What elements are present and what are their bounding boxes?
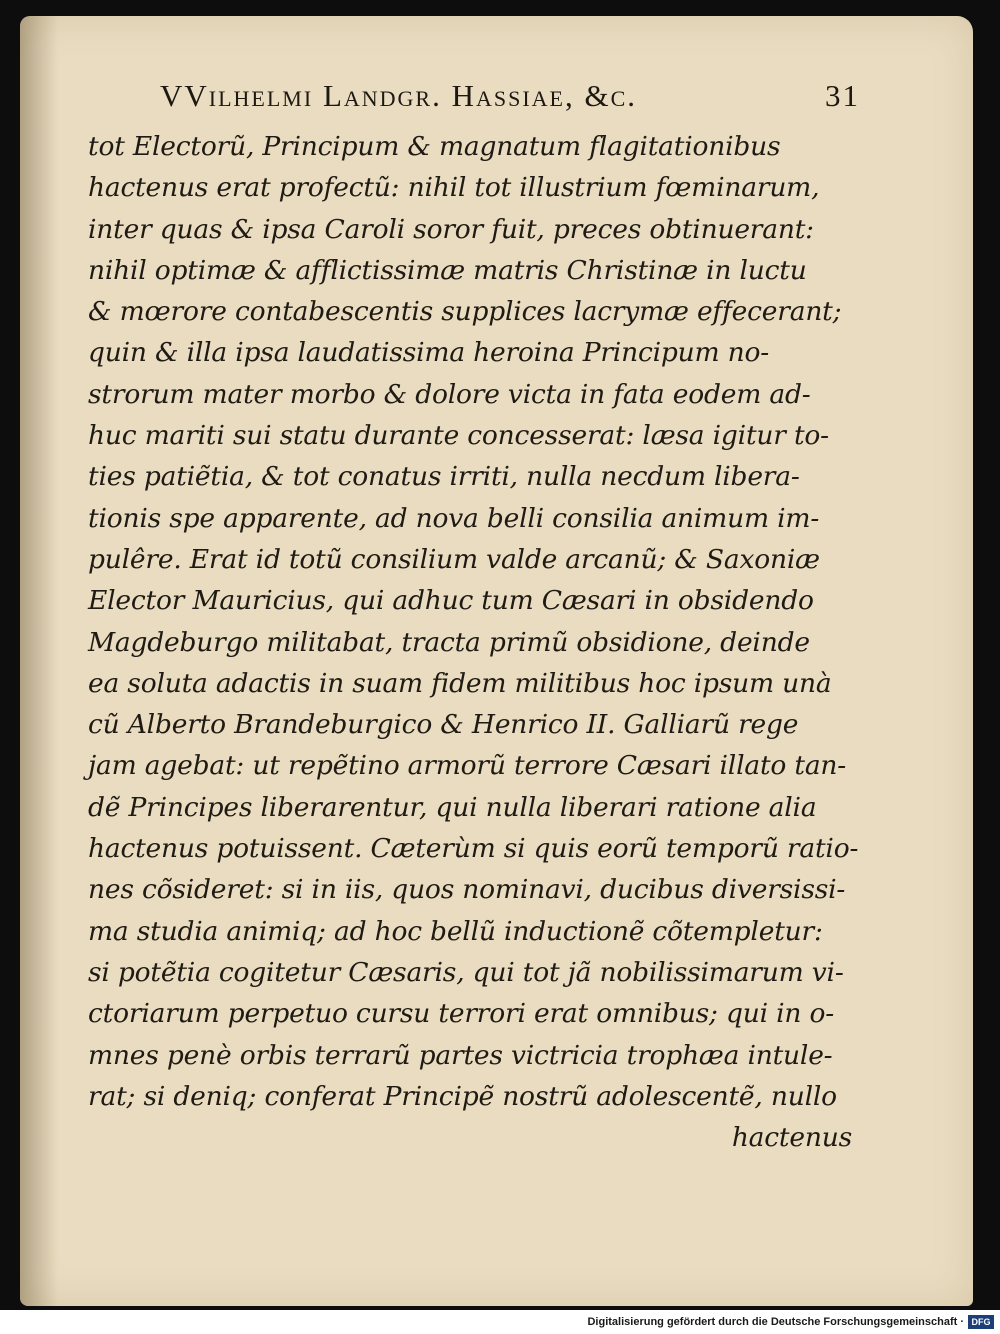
text-line: quin & illa ipsa laudatissima heroina Principum no- xyxy=(88,337,770,369)
text-line: & mœrore contabescentis supplices lacrymæ effecerant; xyxy=(88,296,842,328)
funding-credit: Digitalisierung gefördert durch die Deutsche Forschungsgemeinschaft · xyxy=(587,1316,964,1328)
text-line: jam agebat: ut repẽtino armorũ terrore Cæsari illato tan- xyxy=(88,750,847,782)
text-line: nes cõsideret: si in iis, quos nominavi, ducibus diversissi- xyxy=(88,874,846,906)
text-line: si potẽtia cogitetur Cæsaris, qui tot jã nobilissimarum vi- xyxy=(88,956,844,988)
page-gutter-shadow xyxy=(20,16,58,1306)
text-line: ties patiẽtia, & tot conatus irriti, nulla necdum libera- xyxy=(88,461,800,493)
text-line: ctoriarum perpetuo cursu terrori erat omnibus; qui in o- xyxy=(88,998,835,1030)
text-line: mnes penè orbis terrarũ partes victricia trophæa intule- xyxy=(88,1039,833,1071)
text-line: cũ Alberto Brandeburgico & Henrico II. Galliarũ rege xyxy=(88,709,799,741)
running-title: VVilhelmi Landgr. Hassiae, &c. xyxy=(160,78,638,113)
text-line: Magdeburgo militabat, tracta primũ obsidione, deinde xyxy=(88,626,810,658)
text-line: inter quas & ipsa Caroli soror fuit, preces obtinuerant: xyxy=(88,213,814,245)
text-line: hactenus erat profectũ: nihil tot illustrium fœminarum, xyxy=(88,172,820,204)
running-head xyxy=(160,78,860,122)
catchword: hactenus xyxy=(731,1122,852,1154)
dfg-logo: DFG xyxy=(968,1315,994,1329)
text-line: pulêre. Erat id totũ consilium valde arcanũ; & Saxoniæ xyxy=(88,543,820,575)
text-line: huc mariti sui statu durante concesserat: læsa igitur to- xyxy=(88,420,829,452)
digitization-footer xyxy=(0,1310,1000,1334)
text-line: tionis spe apparente, ad nova belli consilia animum im- xyxy=(88,502,820,534)
text-line: ma studia animiq; ad hoc bellũ inductionẽ cõtempletur: xyxy=(88,915,823,947)
text-line: strorum mater morbo & dolore victa in fata eodem ad- xyxy=(88,378,811,410)
text-line: nihil optimæ & afflictissimæ matris Christinæ in luctu xyxy=(88,254,807,286)
text-line: hactenus potuissent. Cæterùm si quis eorũ temporũ ratio- xyxy=(88,833,859,865)
text-line: tot Electorũ, Principum & magnatum flagitationibus xyxy=(88,131,781,162)
text-line: ea soluta adactis in suam fidem militibus hoc ipsum unà xyxy=(88,667,832,699)
text-line: Elector Mauricius, qui adhuc tum Cæsari in obsidendo xyxy=(88,585,814,617)
text-line: dẽ Principes liberarentur, qui nulla liberari ratione alia xyxy=(88,791,817,823)
body-text xyxy=(88,126,868,1158)
page-number: 31 xyxy=(825,78,860,113)
text-line: rat; si deniq; conferat Principẽ nostrũ adolescentẽ, nullo xyxy=(88,1080,837,1112)
